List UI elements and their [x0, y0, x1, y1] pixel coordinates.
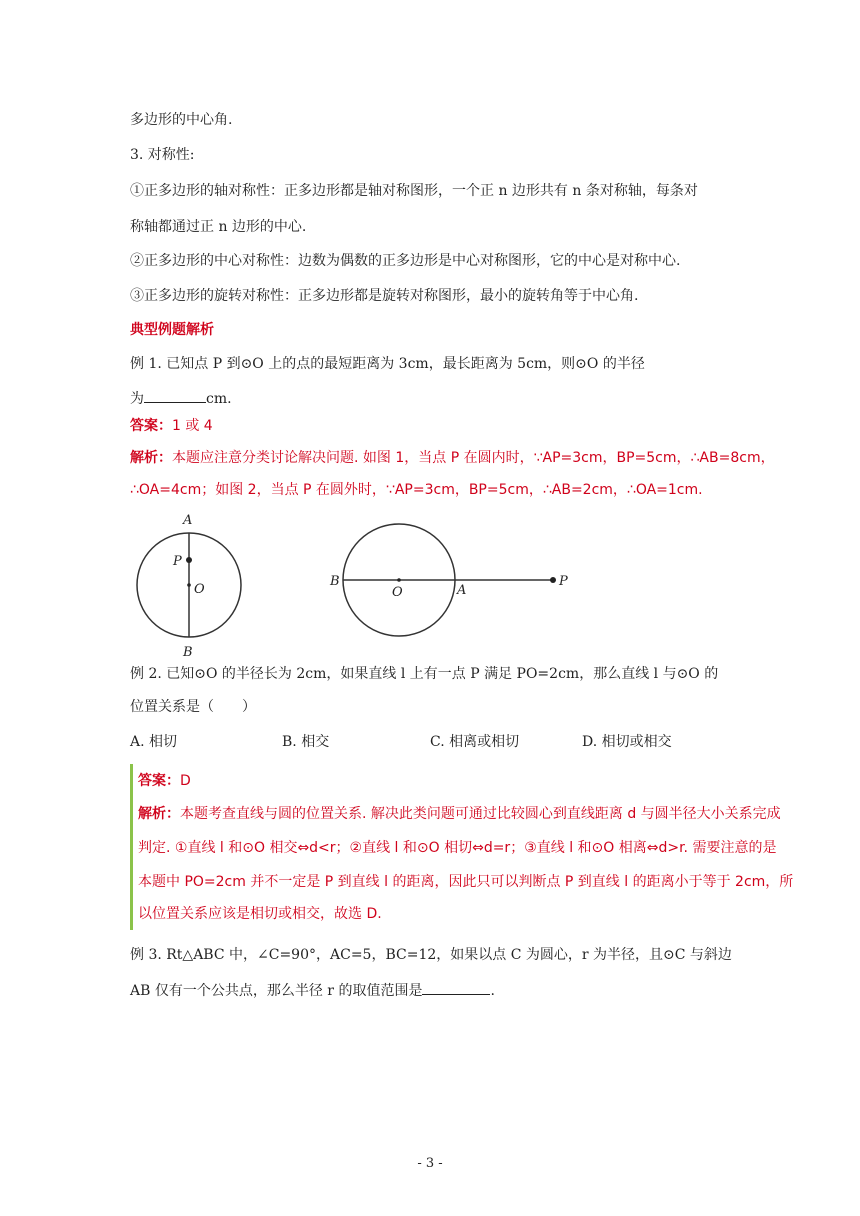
circle-figures: [0, 512, 860, 660]
example2-question: 例 2. 已知⊙O 的半径长为 2cm，如果直线 l 上有一点 P 满足 PO=2cm，那么直线 l 与⊙O 的: [130, 666, 719, 682]
example1-question-line2: [130, 388, 232, 409]
q-prefix: 为: [130, 391, 144, 407]
figure1-label-a: A: [183, 513, 193, 528]
text-line: 称轴都通过正 n 边形的中心.: [130, 219, 307, 235]
example2-analysis-line4: 以位置关系应该是相切或相交，故选 D.: [138, 906, 382, 922]
section-title: 典型例题解析: [130, 322, 214, 338]
figure1-point-p: [186, 557, 192, 563]
analysis-label: 解析：: [138, 806, 180, 822]
text-line: ①正多边形的轴对称性：正多边形都是轴对称图形，一个正 n 边形共有 n 条对称轴，每条对: [130, 183, 698, 199]
answer-blank: [422, 980, 490, 995]
answer-blank: [144, 388, 206, 403]
option-b: B. 相交: [282, 734, 330, 750]
example2-analysis-line2: 判定. ①直线 l 和⊙O 相交⇔d<r；②直线 l 和⊙O 相切⇔d=r；③直线 l 和⊙O 相离⇔d>r. 需要注意的是: [138, 840, 777, 856]
figure2-label-a: A: [457, 583, 467, 598]
text-line: ②正多边形的中心对称性：边数为偶数的正多边形是中心对称图形，它的中心是对称中心.: [130, 253, 681, 269]
example2-analysis: [138, 804, 781, 824]
option-c: C. 相离或相切: [430, 734, 520, 750]
example3-question-line2: [130, 980, 495, 1001]
analysis-label: 解析：: [130, 450, 172, 466]
example2-answer: [138, 771, 191, 791]
q-suffix: .: [490, 983, 495, 999]
text-line: 3. 对称性:: [130, 147, 195, 163]
figure2-point-o: [397, 578, 401, 582]
text-line: ③正多边形的旋转对称性：正多边形都是旋转对称图形，最小的旋转角等于中心角.: [130, 288, 639, 304]
figure1-label-b: B: [183, 645, 193, 660]
figure2-label-b: B: [330, 574, 340, 589]
analysis-text: 本题应注意分类讨论解决问题. 如图 1，当点 P 在圆内时，∵AP=3cm，BP=5cm，∴AB=8cm，: [172, 450, 775, 466]
q-prefix: AB 仅有一个公共点，那么半径 r 的取值范围是: [130, 983, 423, 999]
q-suffix: cm.: [206, 391, 232, 407]
figure1-label-p: P: [173, 554, 182, 569]
answer-sidebar: [130, 764, 133, 930]
figure2-point-p: [550, 577, 556, 583]
example1-analysis-line2: ∴OA=4cm；如图 2，当点 P 在圆外时，∵AP=3cm，BP=5cm，∴AB=2cm，∴OA=1cm.: [130, 482, 703, 498]
answer-value: 1 或 4: [172, 418, 213, 434]
option-a: A. 相切: [130, 734, 178, 750]
figure2-label-o: O: [392, 585, 403, 600]
example3-question: 例 3. Rt△ABC 中，∠C=90°，AC=5，BC=12，如果以点 C 为圆心，r 为半径，且⊙C 与斜边: [130, 947, 732, 963]
example1-analysis: [130, 448, 775, 468]
text-line: 多边形的中心角.: [130, 112, 233, 128]
option-d: D. 相切或相交: [582, 734, 672, 750]
answer-label: 答案：: [138, 773, 180, 789]
answer-value: D: [180, 773, 191, 789]
figure1-point-o: [187, 583, 191, 587]
answer-label: 答案：: [130, 418, 172, 434]
example1-question: 例 1. 已知点 P 到⊙O 上的点的最短距离为 3cm，最长距离为 5cm，则⊙O 的半径: [130, 356, 645, 372]
figure1-label-o: O: [194, 582, 205, 597]
example2-question-line2: 位置关系是（ ）: [130, 699, 256, 715]
analysis-text: 本题考查直线与圆的位置关系. 解决此类问题可通过比较圆心到直线距离 d 与圆半径大小关系完成: [180, 806, 781, 822]
page-number: - 3 -: [417, 1156, 443, 1171]
figure2-label-p: P: [559, 574, 568, 589]
example1-answer: [130, 416, 213, 436]
example2-analysis-line3: 本题中 PO=2cm 并不一定是 P 到直线 l 的距离，因此只可以判断点 P 到直线 l 的距离小于等于 2cm，所: [138, 874, 794, 890]
